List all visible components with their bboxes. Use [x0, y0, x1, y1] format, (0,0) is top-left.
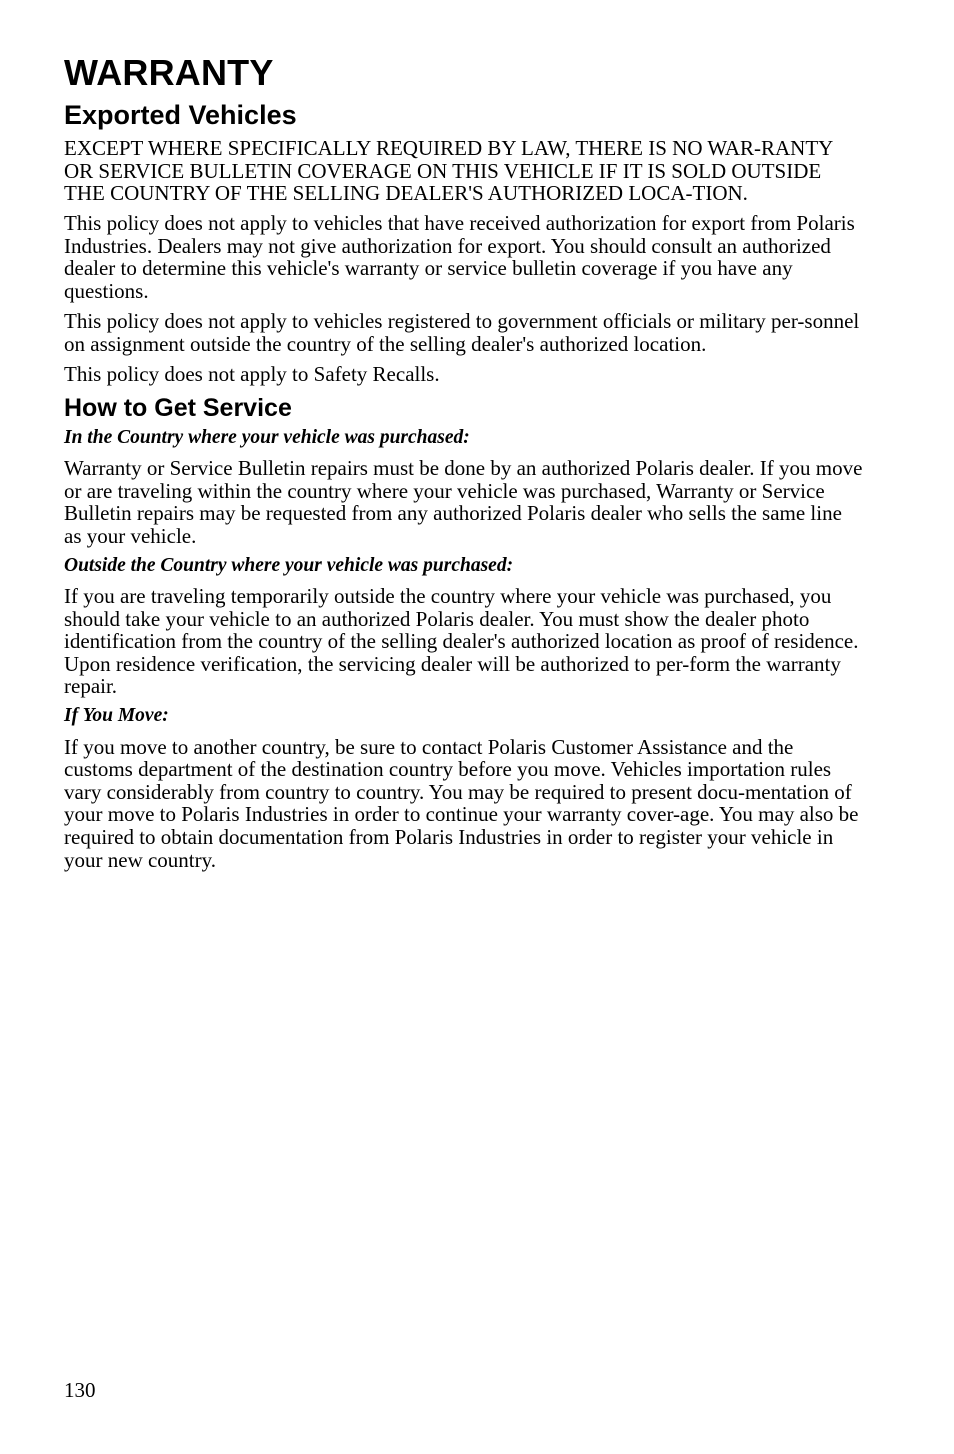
- page-number: 130: [64, 1378, 96, 1402]
- subheading-if-you-move: If You Move:: [64, 705, 169, 727]
- subheading-outside-country: Outside the Country where your vehicle was purchased:: [64, 554, 514, 576]
- outside-country-paragraph: If you are traveling temporarily outside the country where your vehicle was purchased, you should take your vehicle to an authorized Polaris dealer. You must show the dealer photo identification from the country of the selling dealer's authorized location as proof of residence. Upon residence verification, the servicing dealer will be authorized to per-form the warranty repair.: [64, 584, 859, 699]
- section-heading-exported-vehicles: Exported Vehicles: [64, 100, 297, 130]
- page-title: WARRANTY: [64, 52, 274, 93]
- exported-vehicles-paragraph: This policy does not apply to vehicles registered to government officials or military per-sonnel on assignment outside the country of the selling dealer's authorized location.: [64, 309, 860, 356]
- section-heading-how-to-get-service: How to Get Service: [64, 393, 292, 422]
- exported-vehicles-notice: EXCEPT WHERE SPECIFICALLY REQUIRED BY LAW, THERE IS NO WAR-RANTY OR SERVICE BULLETIN COVERAGE ON THIS VEHICLE IF IT IS SOLD OUTSIDE THE COUNTRY OF THE SELLING DEALER'S AUTHORIZED LOCA-TION.: [64, 136, 833, 206]
- if-you-move-paragraph: If you move to another country, be sure to contact Polaris Customer Assistance and the customs department of the destination country before you move. Vehicles importation rules vary considerably from country to country. You may be required to present docu-mentation of your move to Polaris Industries in order to continue your warranty cover-age. You may also be required to obtain documentation from Polaris Industries in order to register your vehicle in your new country.: [64, 734, 859, 872]
- exported-vehicles-paragraph: This policy does not apply to vehicles that have received authorization for export from Polaris Industries. Dealers may not give authorization for export. You should consult an authorized dealer to determine this vehicle's warranty or service bulletin coverage if you have any questions.: [64, 211, 855, 304]
- page-content: [64, 52, 864, 879]
- subheading-in-country: In the Country where your vehicle was purchased:: [64, 426, 470, 448]
- in-country-paragraph: Warranty or Service Bulletin repairs must be done by an authorized Polaris dealer. If you move or are traveling within the country where your vehicle was purchased, Warranty or Service Bulletin repairs may be requested from any authorized Polaris dealer who sells the same line as your vehicle.: [64, 456, 863, 548]
- exported-vehicles-paragraph: This policy does not apply to Safety Recalls.: [64, 361, 440, 386]
